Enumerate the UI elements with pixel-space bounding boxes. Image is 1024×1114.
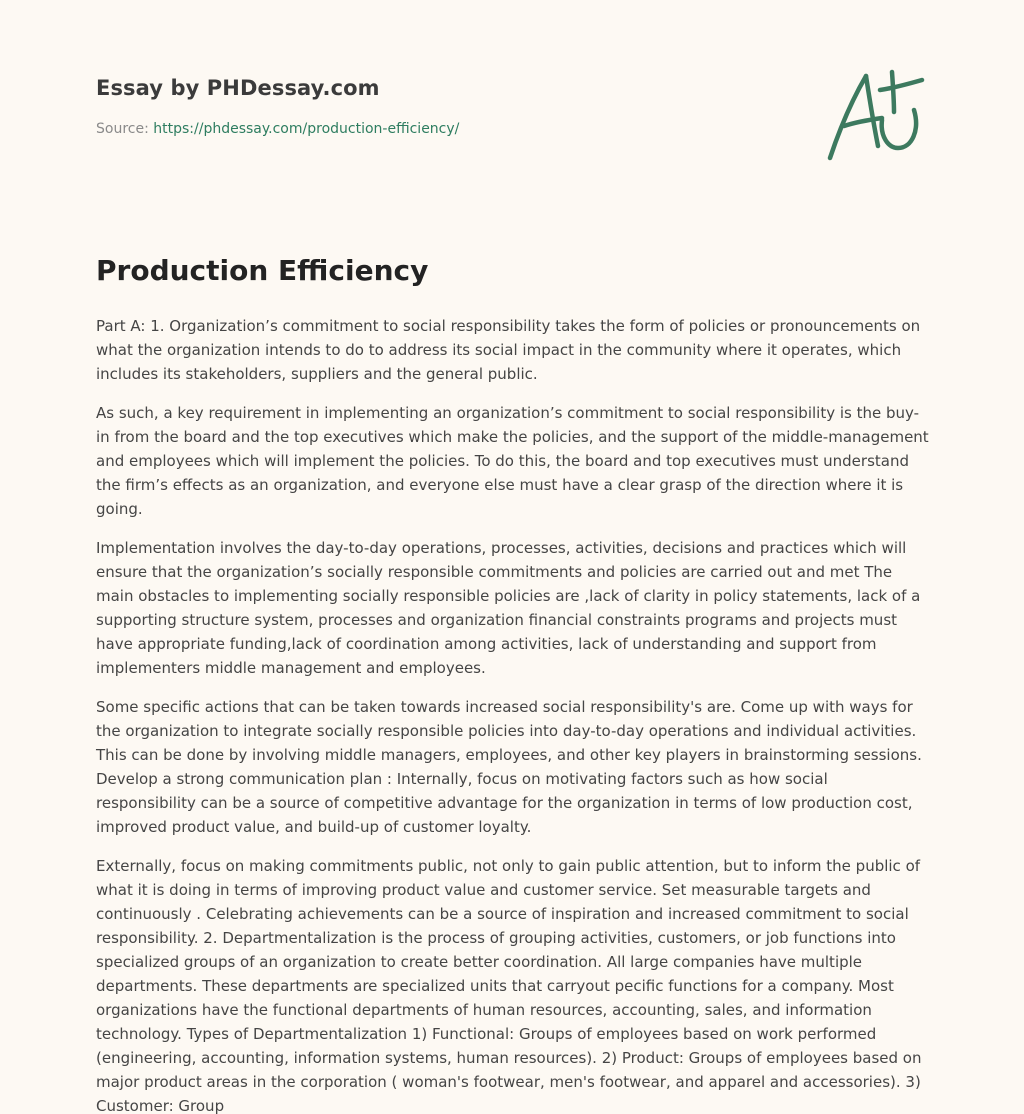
essay-paragraph: Some specific actions that can be taken towards increased social responsibility's are. Come up with ways for the organization to integrate socially responsible policies into day-to-day operations and individual activities. This can be done by involving middle managers, employees, and other key players in brainstorming sessions. Develop a strong communication plan : Internally, focus on motivating factors such as how social responsibility can be a source of competitive advantage for the organization in terms of low production cost, improved product value, and build-up of customer loyalty. <box>96 698 922 836</box>
essay-paragraph: As such, a key requirement in implementing an organization’s commitment to social responsibility is the buy-in from the board and the top executives which make the policies, and the support of the middle-management and employees which will implement the policies. To do this, the board and top executives must understand the firm’s effects as an organization, and everyone else must have a clear grasp of the direction where it is going. <box>96 404 929 518</box>
page-title: Production Efficiency <box>96 254 429 287</box>
essay-paragraph: Part A: 1. Organization’s commitment to social responsibility takes the form of policies or pronouncements on what the organization intends to do to address its social impact in the community where it operates, which includes its stakeholders, suppliers and the general public. <box>96 317 921 383</box>
source-line <box>96 121 796 137</box>
essay-paragraph: Implementation involves the day-to-day operations, processes, activities, decisions and practices which will ensure that the organization’s socially responsible commitments and policies are carried out and met The main obstacles to implementing socially responsible policies are ,lack of clarity in policy statements, lack of a supporting structure system, processes and organization financial constraints programs and projects must have appropriate funding,lack of coordination among activities, lack of understanding and support from implementers middle management and employees. <box>96 539 921 677</box>
page-header <box>96 76 796 137</box>
source-link[interactable]: https://phdessay.com/production-efficiency/ <box>153 121 460 137</box>
essay-paragraph: Externally, focus on making commitments public, not only to gain public attention, but to inform the public of what it is doing in terms of improving product value and customer service. Set measurable targets and continuously . Celebrating achievements can be a source of inspiration and increased commitment to social responsibility. 2. Departmentalization is the process of grouping activities, customers, or job functions into specialized groups of an organization to create better coordination. All large companies have multiple departments. These departments are specialized units that carryout pecific functions for a company. Most organizations have the functional departments of human resources, accounting, sales, and information technology. Types of Departmentalization 1) Functional: Groups of employees based on work performed (engineering, accounting, information systems, human resources). 2) Product: Groups of employees based on major product areas in the corporation ( woman's footwear, men's footwear, and apparel and accessories). 3) Customer: Group <box>96 857 922 1114</box>
a-plus-logo-icon <box>822 66 928 166</box>
site-title: Essay by PHDessay.com <box>96 76 380 100</box>
source-label: Source: <box>96 121 149 137</box>
essay-body <box>96 314 930 1114</box>
